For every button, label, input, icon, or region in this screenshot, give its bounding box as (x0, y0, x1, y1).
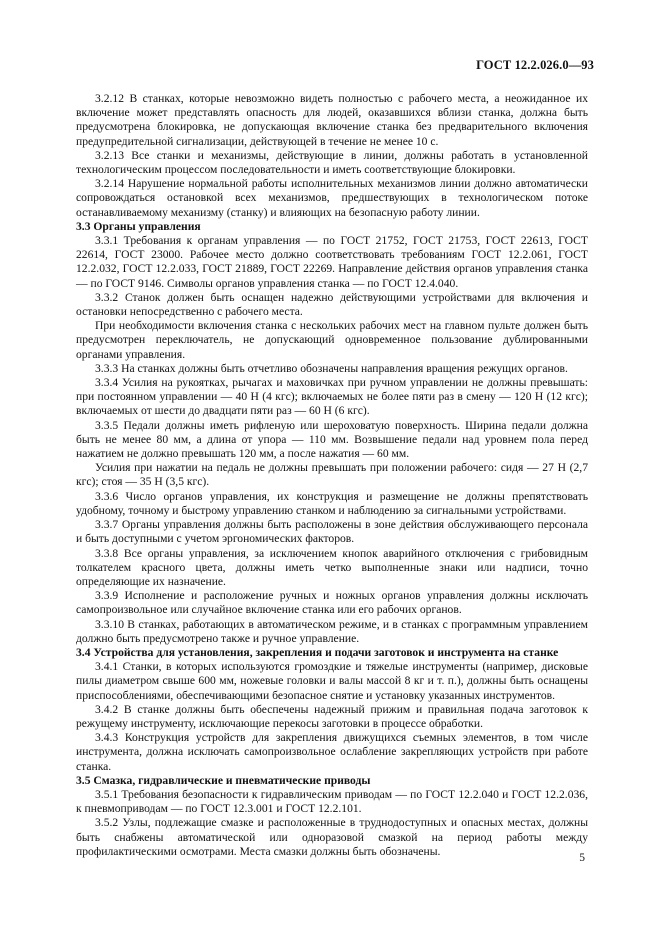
paragraph-3-5-1: 3.5.1 Требования безопасности к гидравлическим приводам — по ГОСТ 12.2.040 и ГОСТ 12.2.036, к пневмоприводам — по ГОСТ 12.3.001 и ГОСТ 12.2.101. (76, 787, 588, 816)
section-heading-3-3: 3.3 Органы управления (76, 219, 201, 233)
paragraph-3-3-9: 3.3.9 Исполнение и расположение ручных и ножных органов управления должны исключать самопроизвольное или случайное включение станка или его рабочих органов. (76, 589, 588, 617)
section-heading-3-4: 3.4 Устройства для установления, закрепления и подачи заготовок и инструмента на станке (76, 645, 559, 659)
document-body (76, 92, 588, 859)
paragraph-3-4-1: 3.4.1 Станки, в которых используются громоздкие и тяжелые инструменты (например, дисковые пилы диаметром свыше 600 мм, ножевые головки и валы массой 8 кг и т. п.), должны быть оснащены приспособлениями, обеспечивающими безопасное снятие и установку указанных инструментов. (76, 660, 588, 702)
paragraph-3-3-10: 3.3.10 В станках, работающих в автоматическом режиме, и в станках с программным управлением должно быть предусмотрено также и ручное управление. (76, 617, 588, 645)
section-heading-3-5: 3.5 Смазка, гидравлические и пневматические приводы (76, 773, 371, 787)
paragraph-3-3-5-cont: Усилия при нажатии на педаль не должны превышать при положении рабочего: сидя — 27 Н (2,7 кгс); стоя — 35 Н (3,5 кгс). (76, 461, 588, 489)
paragraph-3-3-8: 3.3.8 Все органы управления, за исключением кнопок аварийного отключения с грибовидным толкателем красного цвета, должны иметь четко выполненные знаки или надписи, точно определяющие их назначение. (76, 546, 588, 588)
paragraph-3-4-3: 3.4.3 Конструкция устройств для закрепления движущихся съемных элементов, в том числе инструмента, должна исключать самопроизвольное ослабление закрепляющих устройств при работе станка. (76, 731, 588, 773)
paragraph-3-2-12: 3.2.12 В станках, которые невозможно видеть полностью с рабочего места, а неожиданное их включение может представлять опасность для людей, оказавшихся вблизи станка, должна быть предусмотрена блокировка, не допускающая включение станка без предварительного включения предупредительной сигнализации, действующей в течение не менее 10 с. (76, 92, 588, 148)
paragraph-3-3-5: 3.3.5 Педали должны иметь рифленую или шероховатую поверхность. Ширина педали должна быть не менее 80 мм, а длина от упора — 110 мм. Возвышение педали над уровнем пола перед нажатием не должно превышать 120 мм, а после нажатия — 60 мм. (76, 418, 588, 461)
paragraph-3-3-4: 3.3.4 Усилия на рукоятках, рычагах и маховичках при ручном управлении не должны превышать: при постоянном управлении — 40 Н (4 кгс); включаемых не более пяти раз в смену — 120 Н (12 кгс); включаемых от шести до двадцати пяти раз — 60 Н (6 кгс). (76, 376, 588, 418)
paragraph-3-2-14: 3.2.14 Нарушение нормальной работы исполнительных механизмов линии должно автоматически сопровождаться остановкой всех механизмов, предшествующих в технологическом потоке останавливаемому механизму (станку) и влияющих на безопасную работу линии. (76, 177, 588, 219)
paragraph-3-2-13: 3.2.13 Все станки и механизмы, действующие в линии, должны работать в установленной технологическим процессом последовательности и иметь соответствующие блокировки. (76, 148, 588, 177)
paragraph-3-3-2: 3.3.2 Станок должен быть оснащен надежно действующими устройствами для включения и остановки непосредственно с рабочего места. (76, 290, 588, 319)
paragraph-3-4-2: 3.4.2 В станке должны быть обеспечены надежный прижим и правильная подача заготовок к режущему инструменту, исключающие перекосы заготовки в процессе обработки. (76, 702, 588, 730)
page-number: 5 (579, 852, 585, 864)
paragraph-3-5-2: 3.5.2 Узлы, подлежащие смазке и расположенные в труднодоступных и опасных местах, должны быть снабжены автоматической или одноразовой смазкой на период работы между профилактическими осмотрами. Места смазки должны быть обозначены. (76, 816, 588, 858)
paragraph-3-3-6: 3.3.6 Число органов управления, их конструкция и размещение не должны препятствовать удобному, точному и быстрому управлению станком и наблюдению за сигнальными устройствами. (76, 489, 588, 517)
paragraph-3-3-3: 3.3.3 На станках должны быть отчетливо обозначены направления вращения режущих органов. (95, 361, 568, 375)
document-code-header: ГОСТ 12.2.026.0—93 (476, 58, 594, 72)
paragraph-3-3-2-cont: При необходимости включения станка с нескольких рабочих мест на главном пульте должен быть предусмотрен переключатель, не допускающий одновременное пользование дублированными органами управления. (76, 319, 588, 361)
paragraph-3-3-1: 3.3.1 Требования к органам управления — по ГОСТ 21752, ГОСТ 21753, ГОСТ 22613, ГОСТ 22614, ГОСТ 23000. Рабочее место должно соответствовать требованиям ГОСТ 12.2.061, ГОСТ 12.2.032, ГОСТ 12.2.033, ГОСТ 21889, ГОСТ 22269. Направление действия органов управления станка — по ГОСТ 9146. Символы органов управления станка — по ГОСТ 12.4.040. (76, 234, 588, 290)
paragraph-3-3-7: 3.3.7 Органы управления должны быть расположены в зоне действия обслуживающего персонала и быть доступными с учетом эргономических факторов. (76, 518, 588, 546)
